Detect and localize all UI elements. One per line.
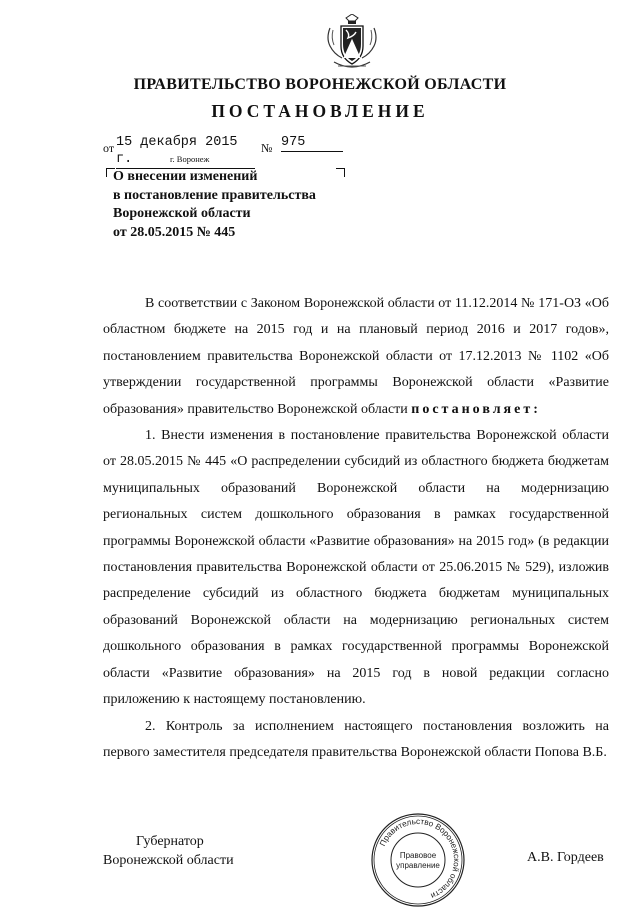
subject-corner-right: [336, 168, 345, 177]
signature-position: [103, 832, 234, 870]
signer-name: А.В. Гордеев: [527, 850, 604, 865]
subject-line: в постановление правительства: [113, 187, 316, 203]
document-date: 15 декабря 2015 г.: [116, 134, 255, 169]
stamp-center-line1: Правовое: [399, 851, 437, 860]
stamp-center-line2: управление: [396, 861, 440, 870]
preamble-text: В соответствии с Законом Воронежской области от 11.12.2014 № 171-ОЗ «Об областном бюджете на 2015 год и на плановый период 2016 и 2017 годов», постановлением правительства Воронежской области от 17.12.2013 № 1102 «Об утверждении государственной программы Воронежской области «Развитие образования» правительство Воронежской области: [103, 296, 609, 417]
subject-line: от 28.05.2015 № 445: [113, 225, 236, 241]
signature-position-line1: Губернатор: [136, 834, 204, 849]
number-prefix: №: [261, 141, 273, 155]
subject-line: Воронежской области: [113, 206, 251, 222]
stamp-ring-text: Правительство Воронежской области: [378, 816, 462, 901]
document-type-title: ПОСТАНОВЛЕНИЕ: [211, 101, 429, 121]
decree-word: постановляет:: [411, 401, 541, 417]
subject-line: О внесении изменений: [113, 169, 258, 184]
item-2-paragraph: 2. Контроль за исполнением настоящего постановления возложить на первого заместителя председателя правительства Воронежской области Попова В.Б.: [103, 718, 609, 760]
preamble-paragraph: [103, 291, 609, 423]
signature-position-line2: Воронежской области: [103, 853, 234, 868]
document-body: [103, 291, 609, 766]
coat-of-arms-emblem: [324, 14, 380, 72]
item-1-paragraph: 1. Внести изменения в постановление правительства Воронежской области от 28.05.2015 № 445 «О распределении субсидий из областного бюджета бюджетам муниципальных образований Воронежской области на модернизацию региональных систем дошкольного образования в рамках государственной программы Воронежской области «Развитие образования» на 2015 год» (в редакции постановления правительства Воронежской области от 25.06.2015 № 529), изложив распределение субсидий из областного бюджета бюджетам муниципальных образований Воронежской области на модернизацию региональных систем дошкольного образования в рамках государственной программы Воронежской области «Развитие образования» на 2015 год в новой редакции согласно приложению к настоящему постановлению.: [103, 428, 609, 708]
city-label: г. Воронеж: [170, 154, 210, 164]
organization-title: ПРАВИТЕЛЬСТВО ВОРОНЕЖСКОЙ ОБЛАСТИ: [133, 76, 507, 93]
document-subject: [113, 168, 316, 243]
document-number: 975: [281, 134, 343, 152]
date-prefix: от: [103, 141, 115, 155]
round-stamp: [370, 812, 466, 908]
